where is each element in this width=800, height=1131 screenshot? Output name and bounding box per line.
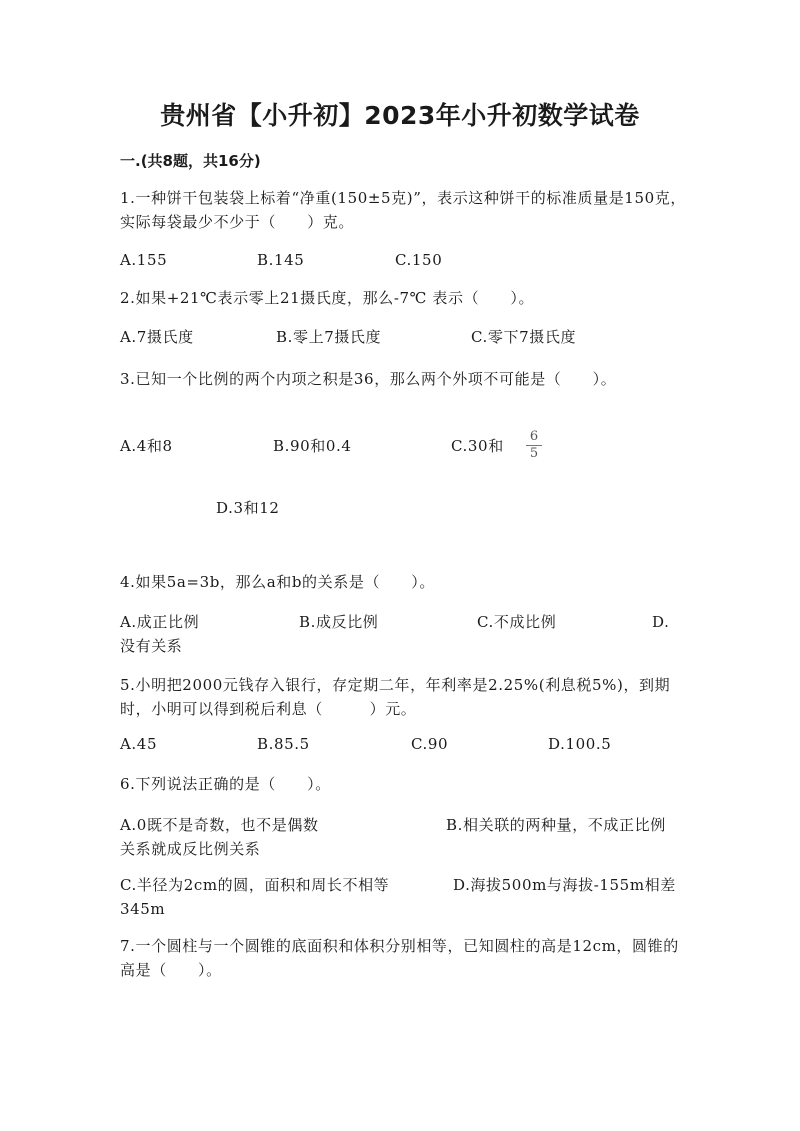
q6-option-b-continued: 关系就成反比例关系 bbox=[120, 840, 261, 858]
q6-option-d-continued: 345m bbox=[120, 900, 166, 918]
question-3-text: 3.已知一个比例的两个内项之积是36，那么两个外项不可能是（ ）。 bbox=[120, 370, 617, 388]
q2-option-c: C.零下7摄氏度 bbox=[471, 328, 577, 346]
q3-option-b: B.90和0.4 bbox=[273, 437, 352, 455]
q3-option-d: D.3和12 bbox=[216, 499, 280, 517]
q3-fraction bbox=[526, 430, 542, 461]
q1-option-a: A.155 bbox=[120, 251, 168, 269]
question-4-text: 4.如果5a=3b，那么a和b的关系是（ ）。 bbox=[120, 573, 435, 591]
q1-option-c: C.150 bbox=[395, 251, 443, 269]
q2-option-a: A.7摄氏度 bbox=[120, 328, 194, 346]
q4-option-c: C.不成比例 bbox=[477, 613, 557, 631]
q6-option-a: A.0既不是奇数，也不是偶数 bbox=[120, 816, 319, 834]
q2-option-b: B.零上7摄氏度 bbox=[276, 328, 382, 346]
page-title: 贵州省【小升初】2023年小升初数学试卷 bbox=[160, 101, 640, 130]
q4-option-b: B.成反比例 bbox=[299, 613, 379, 631]
q1-option-b: B.145 bbox=[257, 251, 305, 269]
q6-option-d: D.海拔500m与海拔-155m相差 bbox=[453, 876, 676, 894]
question-1-text: 1.一种饼干包装袋上标着“净重(150±5克)”，表示这种饼干的标准质量是150克，实际每袋最少不少于（ ）克。 bbox=[120, 189, 686, 231]
q4-option-d-continued: 没有关系 bbox=[120, 637, 183, 655]
q4-option-d: D. bbox=[652, 613, 670, 631]
fraction-denominator: 5 bbox=[529, 446, 539, 461]
question-7-text: 7.一个圆柱与一个圆锥的底面积和体积分别相等，已知圆柱的高是12cm，圆锥的高是（ ）。 bbox=[120, 937, 679, 979]
question-5-text: 5.小明把2000元钱存入银行，存定期二年，年利率是2.25%(利息税5%)，到期时，小明可以得到税后利息（ ）元。 bbox=[120, 676, 671, 718]
q5-option-c: C.90 bbox=[411, 735, 449, 753]
question-6-text: 6.下列说法正确的是（ ）。 bbox=[120, 775, 331, 793]
q3-option-c: C.30和 bbox=[451, 437, 504, 455]
q6-option-b: B.相关联的两种量，不成正比例 bbox=[446, 816, 666, 834]
q4-option-a: A.成正比例 bbox=[120, 613, 200, 631]
q5-option-d: D.100.5 bbox=[548, 735, 612, 753]
q6-option-c: C.半径为2cm的圆，面积和周长不相等 bbox=[120, 876, 390, 894]
fraction-numerator: 6 bbox=[526, 430, 542, 446]
q3-option-a: A.4和8 bbox=[120, 437, 173, 455]
q5-option-b: B.85.5 bbox=[257, 735, 310, 753]
question-2-text: 2.如果+21℃表示零上21摄氏度，那么-7℃ 表示（ ）。 bbox=[120, 289, 535, 307]
q5-option-a: A.45 bbox=[120, 735, 158, 753]
section-header: 一.(共8题，共16分) bbox=[120, 152, 261, 170]
